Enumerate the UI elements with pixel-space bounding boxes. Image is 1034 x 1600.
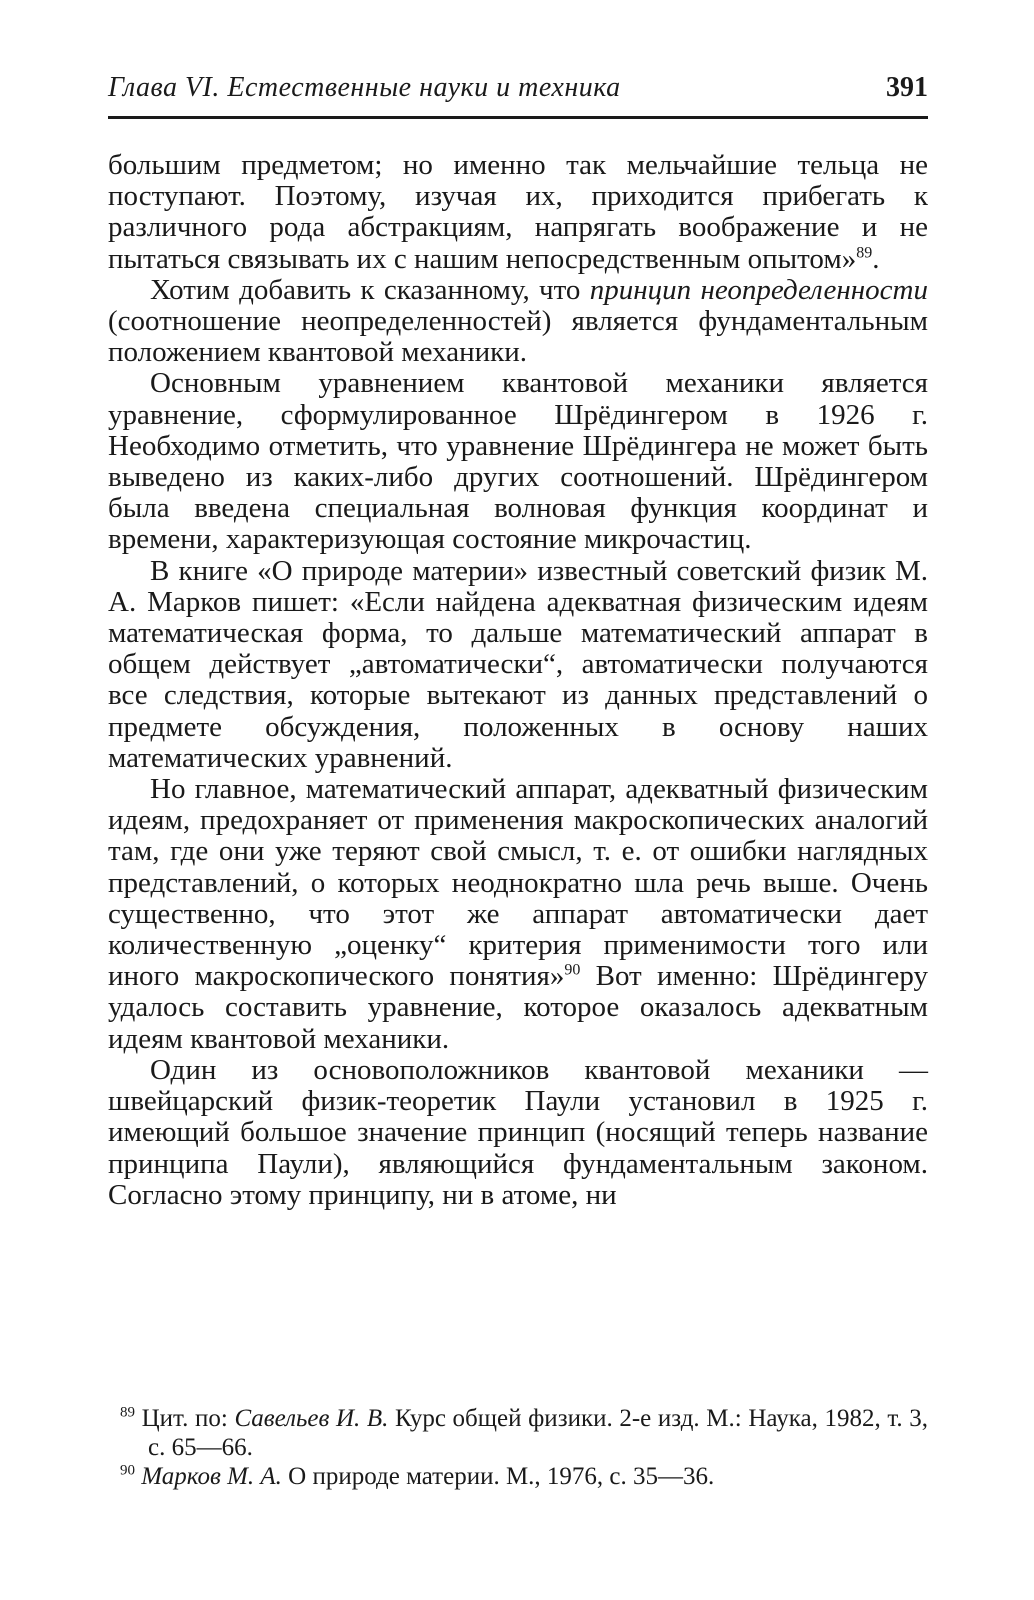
paragraph-schrodinger-equation: Основным уравнением квантовой механики является уравнение, сформулированное Шрёдингером в 1926 г. Необходимо отметить, что уравнение Шрёдингера не может быть выведено из каких-либо других соотношений. Шрёдингером была введена специальная волновая функция координат и времени, характеризующая состояние микрочастиц. — [108, 367, 928, 556]
paragraph-continued: большим предметом; но именно так мельчайшие тельца не поступают. Поэтому, изучая их, приходится прибегать к различного рода абстракциям, напрягать воображение и не пытаться связывать их с нашим непосредственным опытом»$^{89}$. — [108, 149, 928, 275]
running-title: Глава VI. Естественные науки и техника — [108, 72, 621, 103]
emphasis-term: принцип неопределенности — [589, 273, 928, 306]
paragraph-mathematical-apparatus: Но главное, математический аппарат, адекватный физическим идеям, предохраняет от применения макроскопических аналогий там, где они уже теряют свой смысл, т. е. от ошибки наглядных представлений, о которых неоднократно шла речь выше. Очень существенно, что этот же аппарат автоматически дает количественную „оценку“ критерия применимости того или иного макроскопического понятия»$^{90}$ Вот именно: Шрёдингеру удалось составить уравнение, которое оказалось адекватным идеям квантовой механики. — [108, 773, 928, 1055]
main-text — [108, 150, 928, 1211]
footnote-89: $^{89}$ Цит. по: Савельев И. В. Курс общей физики. 2-е изд. М.: Наука, 1982, т. 3, с. 65—66. — [120, 1404, 928, 1461]
footnote-ref-90: 90 — [564, 961, 581, 979]
paragraph-markov-quote: В книге «О природе материи» известный советский физик М. А. Марков пишет: «Если найдена адекватная физическим идеям математическая форма, то дальше математический аппарат в общем действует „автоматически“, автоматически получаются все следствия, которые вытекают из данных представлений о предмете обсуждения, положенных в основу наших математических уравнений. — [108, 554, 928, 774]
page-number: 391 — [886, 72, 928, 103]
paragraph-pauli-principle: Один из основоположников квантовой механики — швейцарский физик-теоретик Паули установил в 1925 г. имеющий большое значение принцип (носящий теперь название принципа Паули), являющийся фундаментальным законом. Согласно этому принципу, ни в атоме, ни — [108, 1053, 928, 1211]
footnotes — [108, 1404, 928, 1491]
page-header — [108, 72, 928, 108]
header-rule — [108, 116, 928, 119]
footnote-90: $^{90}$ Марков М. А. О природе материи. М., 1976, с. 35—36. — [120, 1462, 715, 1490]
paragraph-uncertainty-principle: Хотим добавить к сказанному, что принцип неопределенности (соотношение неопределенностей) является фундаментальным положением квантовой механики. — [108, 273, 928, 369]
footnote-ref-89: 89 — [856, 243, 873, 261]
